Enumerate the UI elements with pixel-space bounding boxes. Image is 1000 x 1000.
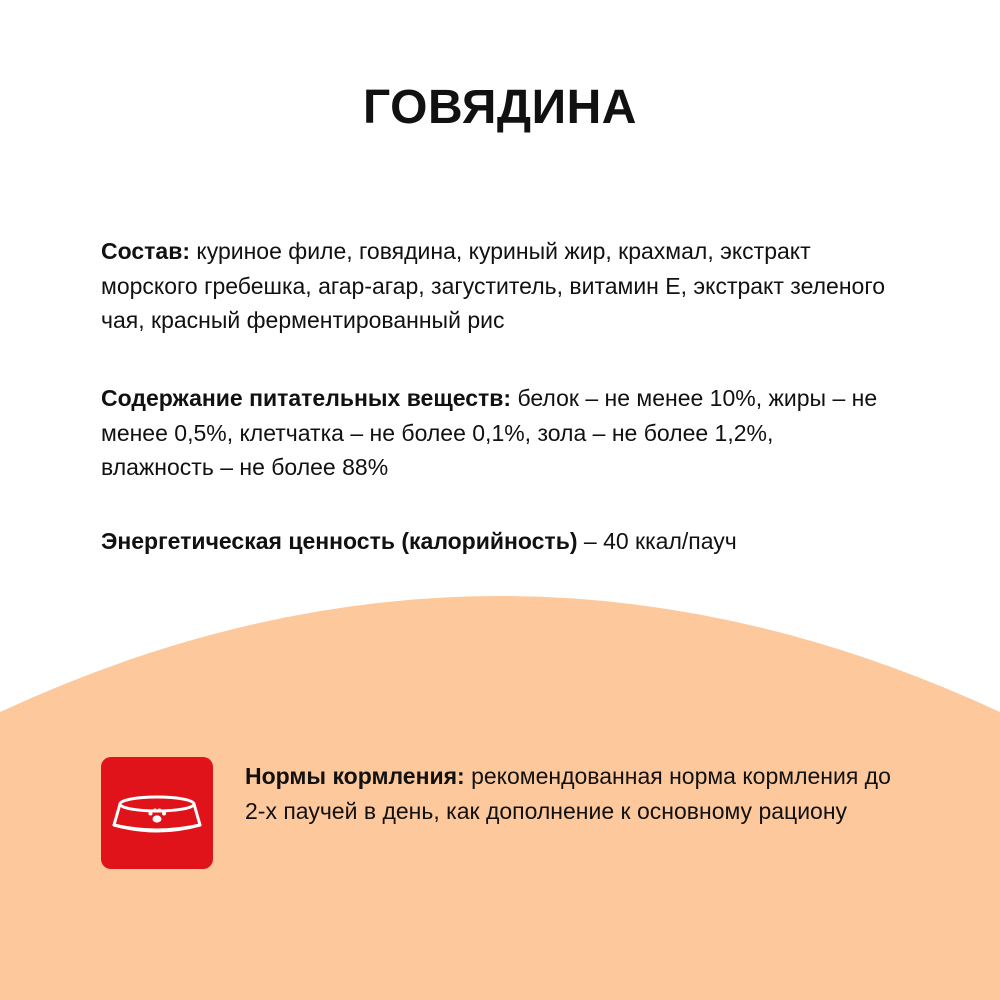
composition-paragraph: [101, 234, 891, 338]
nutrients-paragraph: [101, 381, 891, 485]
energy-text: – 40 ккал/пауч: [577, 528, 737, 554]
nutrients-label: Содержание питательных веществ:: [101, 385, 512, 411]
energy-paragraph: [101, 524, 891, 559]
feeding-label: Нормы кормления:: [245, 763, 465, 789]
composition-text: куриное филе, говядина, куриный жир, крахмал, экстракт морского гребешка, агар-агар, загуститель, витамин Е, экстракт зеленого чая, красный ферментированный рис: [101, 238, 885, 333]
energy-label: Энергетическая ценность (калорийность): [101, 528, 578, 554]
feeding-text: рекомендованная норма кормления до 2-х паучей в день, как дополнение к основному рациону: [245, 763, 891, 824]
composition-label: Состав:: [101, 238, 191, 264]
nutrients-text: белок – не менее 10%, жиры – не менее 0,5%, клетчатка – не более 0,1%, зола – не более 1,2%, влажность – не более 88%: [101, 385, 878, 480]
pet-bowl-icon: [101, 757, 213, 869]
page-title: ГОВЯДИНА: [363, 81, 637, 134]
feeding-paragraph: [245, 759, 905, 828]
feeding-icon-box: [101, 757, 213, 869]
